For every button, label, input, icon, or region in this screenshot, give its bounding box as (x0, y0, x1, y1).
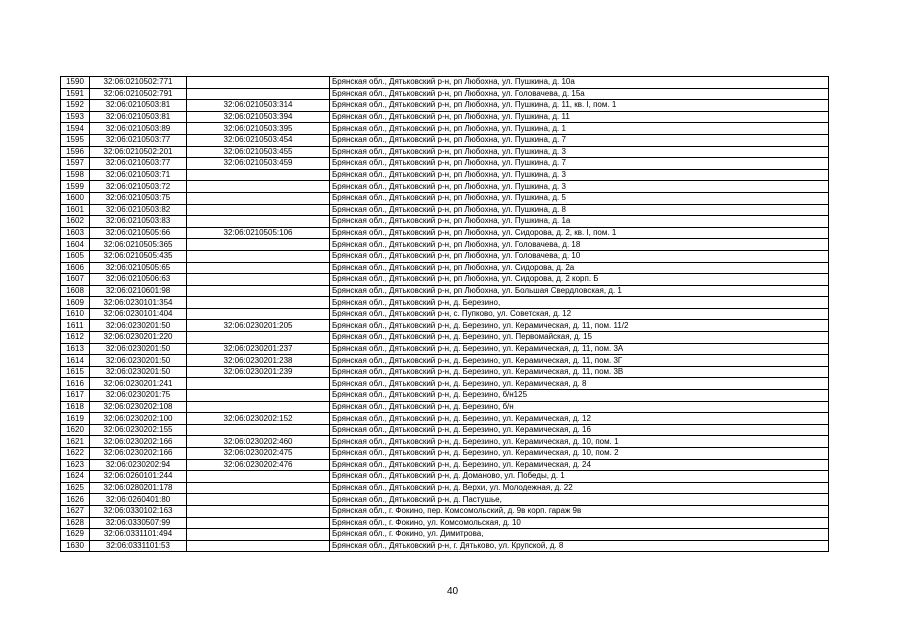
row-number: 1626 (61, 494, 90, 506)
address-cell: Брянская обл., Дятьковский р-н, д. Березино, ул. Керамическая, д. 11, пом. 11/2 (330, 320, 829, 332)
table-row (61, 100, 829, 112)
cadastral-number: 32:06:0330507:99 (90, 517, 187, 529)
address-cell: Брянская обл., Дятьковский р-н, с. Пупково, ул. Советская, д. 12 (330, 308, 829, 320)
table-row (61, 181, 829, 193)
table-row (61, 262, 829, 274)
address-cell: Брянская обл., Дятьковский р-н, рп Любохна, ул. Пушкина, д. 1 (330, 123, 829, 135)
sub-cadastral-number (187, 332, 330, 344)
sub-cadastral-number (187, 424, 330, 436)
table-row (61, 505, 829, 517)
sub-cadastral-number (187, 88, 330, 100)
table-row (61, 134, 829, 146)
table-row (61, 494, 829, 506)
table-row (61, 332, 829, 344)
address-cell: Брянская обл., Дятьковский р-н, д. Березино, ул. Керамическая, д. 10, пом. 1 (330, 436, 829, 448)
row-number: 1630 (61, 540, 90, 552)
row-number: 1605 (61, 250, 90, 262)
table-row (61, 390, 829, 402)
cadastral-number: 32:06:0230201:241 (90, 378, 187, 390)
address-cell: Брянская обл., Дятьковский р-н, д. Березино, б/н125 (330, 390, 829, 402)
table-row (61, 216, 829, 228)
address-cell: Брянская обл., Дятьковский р-н, д. Березино, ул. Керамическая, д. 11, пом. 3А (330, 343, 829, 355)
cadastral-number: 32:06:0230201:50 (90, 320, 187, 332)
row-number: 1607 (61, 274, 90, 286)
cadastral-number: 32:06:0230201:220 (90, 332, 187, 344)
cadastral-number: 32:06:0230201:50 (90, 366, 187, 378)
table-row (61, 227, 829, 239)
address-cell: Брянская обл., Дятьковский р-н, рп Любохна, ул. Сидорова, д. 2а (330, 262, 829, 274)
table-row (61, 448, 829, 460)
cadastral-number: 32:06:0331101:53 (90, 540, 187, 552)
sub-cadastral-number (187, 390, 330, 402)
sub-cadastral-number (187, 401, 330, 413)
sub-cadastral-number (187, 250, 330, 262)
sub-cadastral-number: 32:06:0210503:314 (187, 100, 330, 112)
address-cell: Брянская обл., г. Фокино, ул. Комсомольская, д. 10 (330, 517, 829, 529)
table-row (61, 239, 829, 251)
sub-cadastral-number: 32:06:0230201:238 (187, 355, 330, 367)
page-number: 40 (446, 586, 459, 597)
address-cell: Брянская обл., Дятьковский р-н, д. Березино, ул. Керамическая, д. 11, пом. 3Г (330, 355, 829, 367)
address-cell: Брянская обл., Дятьковский р-н, д. Березино, б/н (330, 401, 829, 413)
row-number: 1620 (61, 424, 90, 436)
table-row (61, 320, 829, 332)
sub-cadastral-number (187, 274, 330, 286)
row-number: 1609 (61, 297, 90, 309)
address-cell: Брянская обл., Дятьковский р-н, рп Любохна, ул. Головачева, д. 18 (330, 239, 829, 251)
sub-cadastral-number: 32:06:0230202:475 (187, 448, 330, 460)
table-row (61, 355, 829, 367)
address-cell: Брянская обл., Дятьковский р-н, рп Любохна, ул. Головачева, д. 15а (330, 88, 829, 100)
sub-cadastral-number: 32:06:0230202:476 (187, 459, 330, 471)
cadastral-number: 32:06:0230202:166 (90, 448, 187, 460)
row-number: 1610 (61, 308, 90, 320)
row-number: 1623 (61, 459, 90, 471)
address-cell: Брянская обл., Дятьковский р-н, д. Березино, ул. Керамическая, д. 12 (330, 413, 829, 425)
sub-cadastral-number: 32:06:0230201:237 (187, 343, 330, 355)
cadastral-number: 32:06:0330102:163 (90, 505, 187, 517)
cadastral-number: 32:06:0230202:155 (90, 424, 187, 436)
address-cell: Брянская обл., Дятьковский р-н, д. Верхи, ул. Молодежная, д. 22 (330, 482, 829, 494)
sub-cadastral-number (187, 308, 330, 320)
address-cell: Брянская обл., Дятьковский р-н, д. Березино, ул. Керамическая, д. 24 (330, 459, 829, 471)
cadastral-number: 32:06:0230101:354 (90, 297, 187, 309)
sub-cadastral-number (187, 297, 330, 309)
table-row (61, 471, 829, 483)
row-number: 1595 (61, 134, 90, 146)
row-number: 1613 (61, 343, 90, 355)
row-number: 1599 (61, 181, 90, 193)
cadastral-number: 32:06:0210503:72 (90, 181, 187, 193)
sub-cadastral-number: 32:06:0230201:205 (187, 320, 330, 332)
cadastral-number: 32:06:0210505:435 (90, 250, 187, 262)
row-number: 1627 (61, 505, 90, 517)
row-number: 1596 (61, 146, 90, 158)
address-cell: Брянская обл., Дятьковский р-н, д. Березино, ул. Первомайская, д. 15 (330, 332, 829, 344)
row-number: 1604 (61, 239, 90, 251)
cadastral-number: 32:06:0331101:494 (90, 529, 187, 541)
row-number: 1617 (61, 390, 90, 402)
address-cell: Брянская обл., Дятьковский р-н, рп Любохна, ул. Пушкина, д. 8 (330, 204, 829, 216)
row-number: 1593 (61, 111, 90, 123)
cadastral-number: 32:06:0230201:50 (90, 355, 187, 367)
row-number: 1624 (61, 471, 90, 483)
address-cell: Брянская обл., Дятьковский р-н, д. Березино, ул. Керамическая, д. 8 (330, 378, 829, 390)
address-cell: Брянская обл., Дятьковский р-н, рп Любохна, ул. Сидорова, д. 2, кв. I, пом. 1 (330, 227, 829, 239)
cadastral-number: 32:06:0210505:65 (90, 262, 187, 274)
cadastral-number: 32:06:0210503:77 (90, 134, 187, 146)
address-cell: Брянская обл., Дятьковский р-н, рп Любохна, ул. Пушкина, д. 7 (330, 134, 829, 146)
cadastral-number: 32:06:0210503:82 (90, 204, 187, 216)
address-cell: Брянская обл., Дятьковский р-н, д. Березино, ул. Керамическая, д. 11, пом. 3В (330, 366, 829, 378)
table-row (61, 169, 829, 181)
table-row (61, 274, 829, 286)
table-row (61, 250, 829, 262)
table-row (61, 146, 829, 158)
sub-cadastral-number: 32:06:0230202:460 (187, 436, 330, 448)
table-row (61, 297, 829, 309)
row-number: 1592 (61, 100, 90, 112)
row-number: 1606 (61, 262, 90, 274)
address-cell: Брянская обл., Дятьковский р-н, рп Любохна, ул. Головачева, д. 10 (330, 250, 829, 262)
address-cell: Брянская обл., г. Фокино, ул. Димитрова, (330, 529, 829, 541)
sub-cadastral-number: 32:06:0210503:459 (187, 158, 330, 170)
cadastral-number: 32:06:0230202:94 (90, 459, 187, 471)
row-number: 1621 (61, 436, 90, 448)
cadastral-number: 32:06:0210505:66 (90, 227, 187, 239)
table-row (61, 401, 829, 413)
sub-cadastral-number (187, 169, 330, 181)
table-row (61, 285, 829, 297)
address-cell: Брянская обл., Дятьковский р-н, д. Березино, (330, 297, 829, 309)
row-number: 1629 (61, 529, 90, 541)
table-row (61, 111, 829, 123)
address-cell: Брянская обл., Дятьковский р-н, рп Любохна, ул. Сидорова, д. 2 корп. Б (330, 274, 829, 286)
sub-cadastral-number (187, 239, 330, 251)
sub-cadastral-number (187, 529, 330, 541)
cadastral-number: 32:06:0210503:71 (90, 169, 187, 181)
register-table (60, 76, 829, 552)
row-number: 1619 (61, 413, 90, 425)
table-row (61, 529, 829, 541)
table-row (61, 482, 829, 494)
cadastral-number: 32:06:0210601:98 (90, 285, 187, 297)
cadastral-number: 32:06:0210502:201 (90, 146, 187, 158)
cadastral-number: 32:06:0230201:50 (90, 343, 187, 355)
sub-cadastral-number: 32:06:0210503:455 (187, 146, 330, 158)
row-number: 1625 (61, 482, 90, 494)
address-cell: Брянская обл., Дятьковский р-н, рп Любохна, ул. Пушкина, д. 3 (330, 169, 829, 181)
sub-cadastral-number (187, 378, 330, 390)
sub-cadastral-number (187, 181, 330, 193)
row-number: 1618 (61, 401, 90, 413)
sub-cadastral-number: 32:06:0210503:454 (187, 134, 330, 146)
table-row (61, 378, 829, 390)
sub-cadastral-number (187, 285, 330, 297)
cadastral-number: 32:06:0280201:178 (90, 482, 187, 494)
cadastral-number: 32:06:0210503:83 (90, 216, 187, 228)
sub-cadastral-number (187, 471, 330, 483)
address-cell: Брянская обл., г. Фокино, пер. Комсомольский, д. 9в корп. гараж 9в (330, 505, 829, 517)
sub-cadastral-number: 32:06:0210503:395 (187, 123, 330, 135)
address-cell: Брянская обл., Дятьковский р-н, г. Дятьково, ул. Крупской, д. 8 (330, 540, 829, 552)
table-row (61, 123, 829, 135)
cadastral-number: 32:06:0260401:80 (90, 494, 187, 506)
sub-cadastral-number: 32:06:0210505:106 (187, 227, 330, 239)
row-number: 1612 (61, 332, 90, 344)
row-number: 1600 (61, 192, 90, 204)
cadastral-number: 32:06:0210506:63 (90, 274, 187, 286)
cadastral-number: 32:06:0210503:77 (90, 158, 187, 170)
table-row (61, 343, 829, 355)
address-cell: Брянская обл., Дятьковский р-н, рп Любохна, ул. Пушкина, д. 3 (330, 181, 829, 193)
cadastral-number: 32:06:0210503:75 (90, 192, 187, 204)
address-cell: Брянская обл., Дятьковский р-н, рп Любохна, ул. Пушкина, д. 10а (330, 77, 829, 89)
row-number: 1614 (61, 355, 90, 367)
cadastral-number: 32:06:0230202:166 (90, 436, 187, 448)
address-cell: Брянская обл., Дятьковский р-н, д. Березино, ул. Керамическая, д. 10, пом. 2 (330, 448, 829, 460)
sub-cadastral-number (187, 517, 330, 529)
table-row (61, 436, 829, 448)
cadastral-number: 32:06:0230202:108 (90, 401, 187, 413)
cadastral-number: 32:06:0210502:791 (90, 88, 187, 100)
row-number: 1597 (61, 158, 90, 170)
cadastral-number: 32:06:0210502:771 (90, 77, 187, 89)
row-number: 1590 (61, 77, 90, 89)
row-number: 1601 (61, 204, 90, 216)
table-row (61, 88, 829, 100)
table-row (61, 77, 829, 89)
cadastral-number: 32:06:0230201:75 (90, 390, 187, 402)
row-number: 1594 (61, 123, 90, 135)
sub-cadastral-number (187, 204, 330, 216)
table-row (61, 308, 829, 320)
address-cell: Брянская обл., Дятьковский р-н, рп Любохна, ул. Пушкина, д. 1а (330, 216, 829, 228)
table-row (61, 413, 829, 425)
address-cell: Брянская обл., Дятьковский р-н, д. Доманово, ул. Победы, д. 1 (330, 471, 829, 483)
sub-cadastral-number (187, 77, 330, 89)
row-number: 1608 (61, 285, 90, 297)
sub-cadastral-number: 32:06:0230202:152 (187, 413, 330, 425)
table-row (61, 517, 829, 529)
cadastral-number: 32:06:0230101:404 (90, 308, 187, 320)
sub-cadastral-number (187, 192, 330, 204)
sub-cadastral-number (187, 482, 330, 494)
row-number: 1615 (61, 366, 90, 378)
sub-cadastral-number (187, 262, 330, 274)
cadastral-number: 32:06:0260101:244 (90, 471, 187, 483)
address-cell: Брянская обл., Дятьковский р-н, рп Любохна, ул. Пушкина, д. 5 (330, 192, 829, 204)
register-table-body (61, 77, 829, 552)
row-number: 1628 (61, 517, 90, 529)
address-cell: Брянская обл., Дятьковский р-н, рп Любохна, ул. Пушкина, д. 11, кв. I, пом. 1 (330, 100, 829, 112)
sub-cadastral-number (187, 494, 330, 506)
row-number: 1598 (61, 169, 90, 181)
table-row (61, 366, 829, 378)
sub-cadastral-number (187, 540, 330, 552)
cadastral-number: 32:06:0210503:81 (90, 100, 187, 112)
cadastral-number: 32:06:0230202:100 (90, 413, 187, 425)
cadastral-number: 32:06:0210505:365 (90, 239, 187, 251)
address-cell: Брянская обл., Дятьковский р-н, д. Березино, ул. Керамическая, д. 16 (330, 424, 829, 436)
sub-cadastral-number: 32:06:0230201:239 (187, 366, 330, 378)
sub-cadastral-number: 32:06:0210503:394 (187, 111, 330, 123)
table-row (61, 540, 829, 552)
sub-cadastral-number (187, 505, 330, 517)
row-number: 1591 (61, 88, 90, 100)
cadastral-number: 32:06:0210503:81 (90, 111, 187, 123)
address-cell: Брянская обл., Дятьковский р-н, рп Любохна, ул. Пушкина, д. 7 (330, 158, 829, 170)
row-number: 1611 (61, 320, 90, 332)
address-cell: Брянская обл., Дятьковский р-н, рп Любохна, ул. Пушкина, д. 11 (330, 111, 829, 123)
table-row (61, 192, 829, 204)
row-number: 1603 (61, 227, 90, 239)
table-row (61, 459, 829, 471)
table-row (61, 158, 829, 170)
table-row (61, 424, 829, 436)
address-cell: Брянская обл., Дятьковский р-н, д. Пастушье, (330, 494, 829, 506)
row-number: 1622 (61, 448, 90, 460)
row-number: 1616 (61, 378, 90, 390)
sub-cadastral-number (187, 216, 330, 228)
address-cell: Брянская обл., Дятьковский р-н, рп Любохна, ул. Большая Свердловская, д. 1 (330, 285, 829, 297)
address-cell: Брянская обл., Дятьковский р-н, рп Любохна, ул. Пушкина, д. 3 (330, 146, 829, 158)
row-number: 1602 (61, 216, 90, 228)
table-row (61, 204, 829, 216)
cadastral-number: 32:06:0210503:89 (90, 123, 187, 135)
